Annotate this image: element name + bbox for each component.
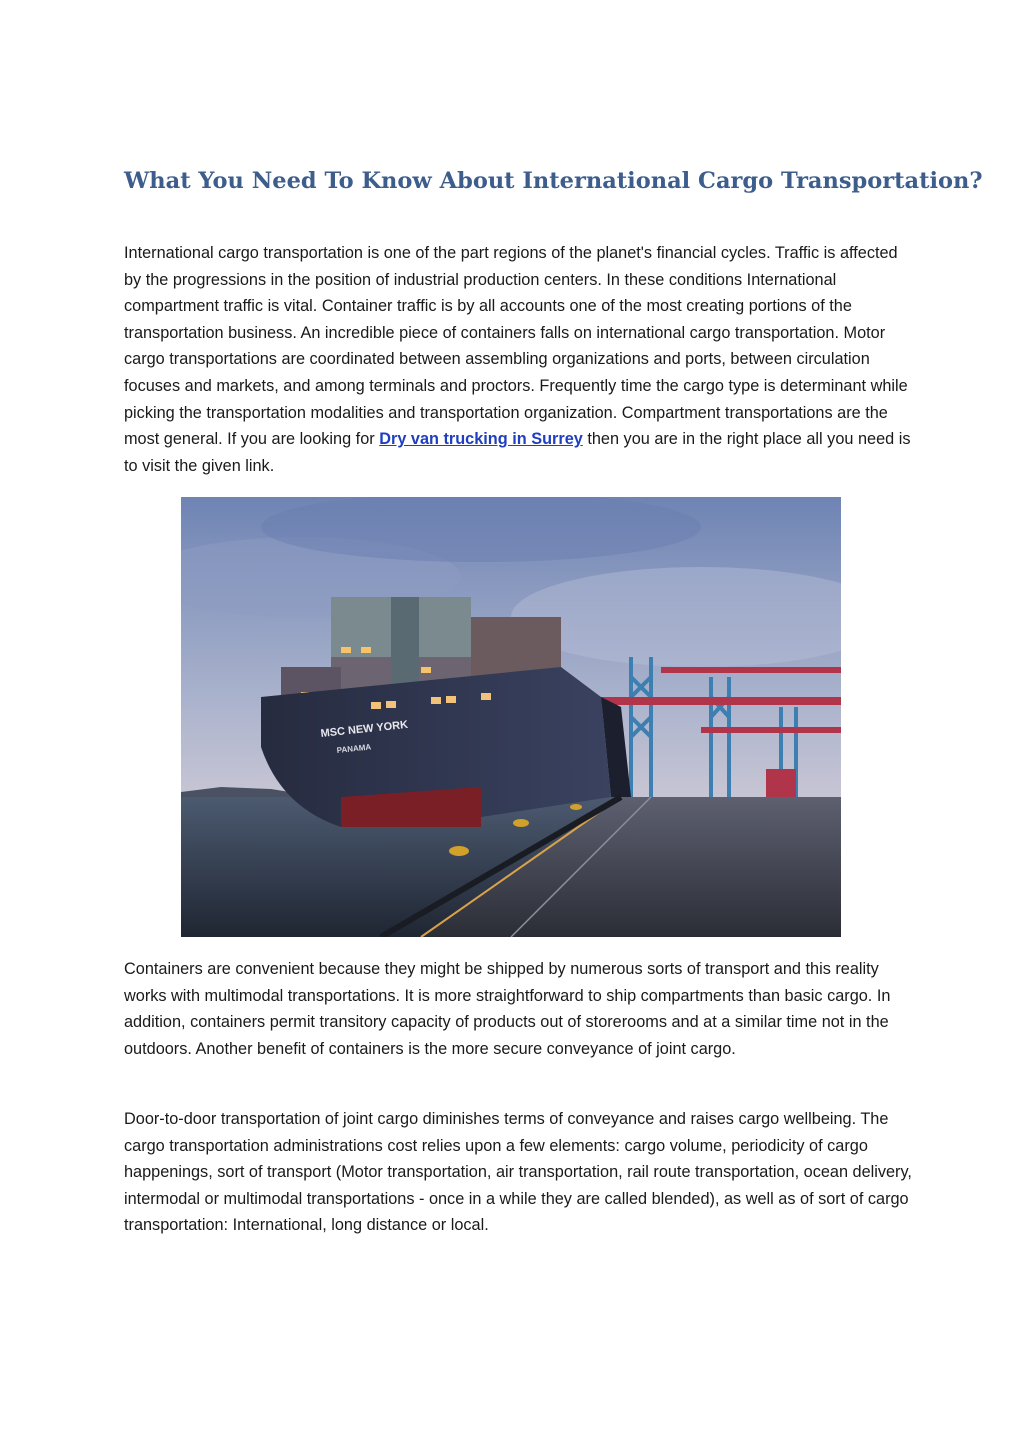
paragraph-intro-text: International cargo transportation is one of the part regions of the planet's financial cycles. Traffic is affected by the progressions in the position of industrial production centers. In these conditions International compartment traffic is vital. Container traffic is by all accounts one of the most creating portions of the transportation business. An incredible piece of containers falls on international cargo transportation. Motor cargo transportations are coordinated between assembling organizations and ports, between circulation focuses and markets, and among terminals and proctors. Frequently time the cargo type is determinant while picking the transportation modalities and transportation organization. Compartment transportations are the most general. If you are looking for <box>124 244 908 449</box>
cargo-ship-photo <box>181 497 841 937</box>
paragraph-door-to-door: Door-to-door transportation of joint cargo diminishes terms of conveyance and raises cargo wellbeing. The cargo transportation administrations cost relies upon a few elements: cargo volume, periodicity of cargo happenings, sort of transport (Motor transportation, air transportation, rail route transportation, ocean delivery, intermodal or multimodal transportations - once in a while they are called blended), as well as of sort of cargo transportation: International, long distance or local. <box>124 1110 912 1235</box>
ship-name-label: MSC NEW YORK <box>320 718 409 740</box>
ship-port-label: PANAMA <box>336 742 372 755</box>
paragraph-intro <box>124 240 914 479</box>
dry-van-trucking-link[interactable]: Dry van trucking in Surrey <box>379 430 583 449</box>
page-title: What You Need To Know About International Cargo Transportation? <box>124 168 983 194</box>
paragraph-intro-text-end: then you are in the right place all you need is to visit the given link. <box>124 430 911 475</box>
paragraph-containers: Containers are convenient because they might be shipped by numerous sorts of transport and this reality works with multimodal transportations. It is more straightforward to ship compartments than basic cargo. In addition, containers permit transitory capacity of products out of storerooms and at a similar time not in the outdoors. Another benefit of containers is the more secure conveyance of joint cargo. <box>124 960 891 1058</box>
